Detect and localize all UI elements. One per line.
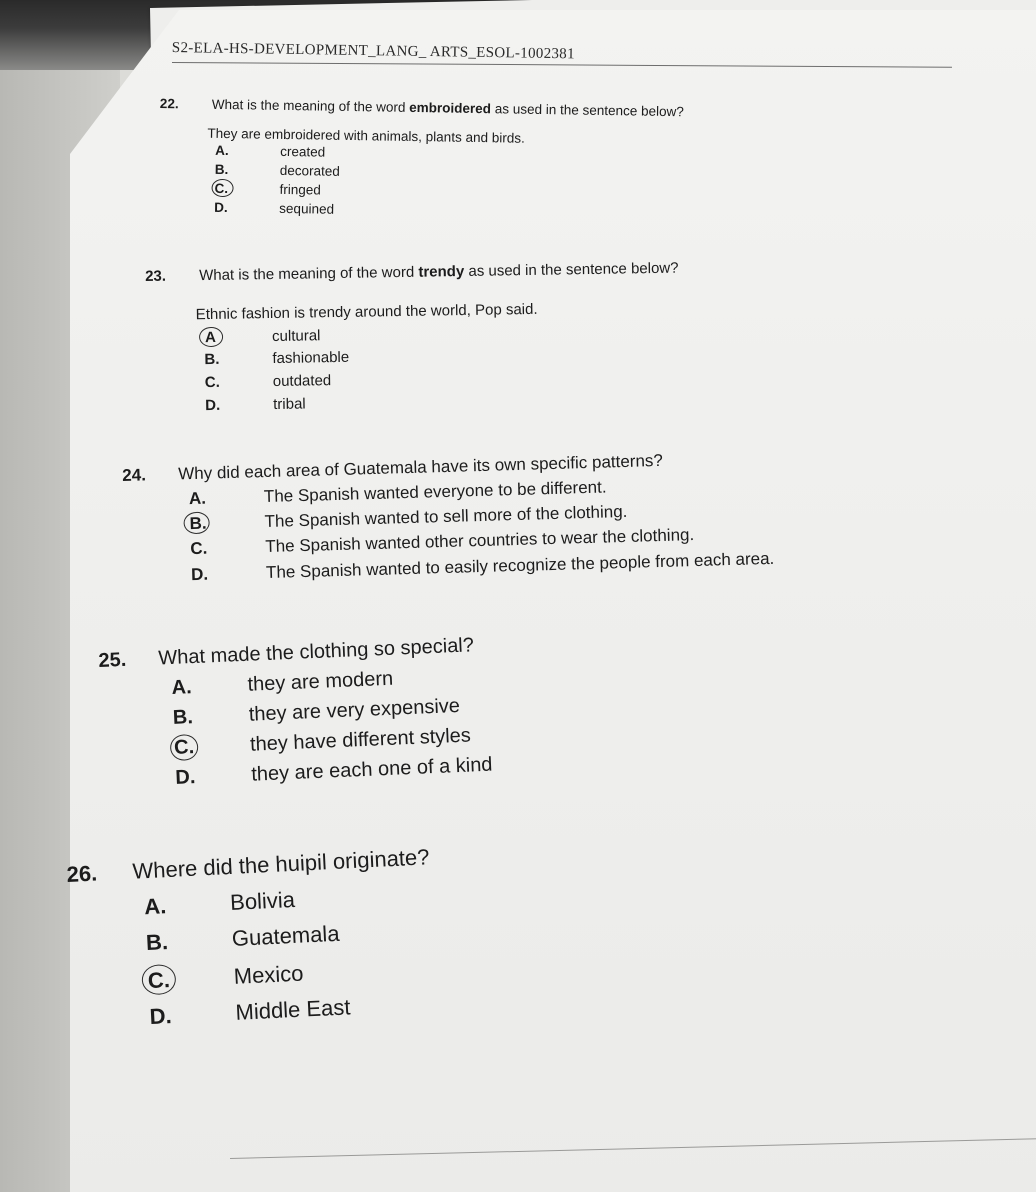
option-letter: B. <box>172 706 194 729</box>
question-prompt: What made the clothing so special? <box>157 634 475 670</box>
question-number: 22. <box>159 96 179 112</box>
option-letter: A. <box>188 488 207 509</box>
question-number: 24. <box>122 465 147 485</box>
option-text: cultural <box>271 327 321 346</box>
option-text: The Spanish wanted everyone to be different. <box>263 477 607 507</box>
option-letter: A. <box>215 142 229 159</box>
prompt-prefix: What is the meaning of the word <box>211 96 406 115</box>
option-text: they are modern <box>247 667 394 696</box>
option-letter: D. <box>205 396 221 415</box>
option-letter: C. <box>190 538 208 559</box>
question-prompt: Where did the huipil originate? <box>131 844 430 884</box>
option-text: they have different styles <box>249 724 472 756</box>
option-text: sequined <box>279 200 335 217</box>
question-number: 23. <box>145 267 167 285</box>
option-text: tribal <box>273 395 306 414</box>
option-text: Guatemala <box>231 920 341 951</box>
option-text: created <box>280 143 326 160</box>
prompt-suffix: as used in the sentence below? <box>468 259 679 280</box>
option-text: fringed <box>279 181 321 198</box>
example-sentence: Ethnic fashion is trendy around the world, Pop said. <box>195 300 538 324</box>
option-text: The Spanish wanted other countries to wear the clothing. <box>265 525 695 557</box>
question-24 <box>122 443 945 596</box>
option-text: Bolivia <box>229 886 296 916</box>
question-26 <box>66 839 554 1032</box>
option-letter: B. <box>214 161 229 178</box>
question-number: 26. <box>66 860 98 887</box>
option-letter: A. <box>171 676 193 699</box>
prompt-suffix: as used in the sentence below? <box>494 101 684 120</box>
option-letter: D. <box>149 1003 173 1030</box>
option-text: Mexico <box>233 960 305 989</box>
question-number: 25. <box>98 648 127 672</box>
option-text: outdated <box>272 372 332 391</box>
option-text: fashionable <box>272 348 350 368</box>
option-letter: C. <box>204 373 220 392</box>
option-letter: A. <box>143 893 167 920</box>
example-sentence: They are embroidered with animals, plants and birds. <box>207 125 525 146</box>
prompt-prefix: What is the meaning of the word <box>198 263 415 285</box>
prompt-keyword: trendy <box>418 262 465 281</box>
option-letter: B. <box>145 929 169 956</box>
option-text: decorated <box>279 162 341 179</box>
option-text: The Spanish wanted to sell more of the clothing. <box>264 501 628 532</box>
option-text: they are each one of a kind <box>250 753 493 786</box>
question-22 <box>158 96 860 247</box>
option-text: they are very expensive <box>248 694 461 726</box>
option-letter: B. <box>189 513 207 534</box>
option-letter: A <box>204 328 217 347</box>
option-letter: B. <box>204 350 220 369</box>
question-23 <box>145 257 867 418</box>
option-text: Middle East <box>234 994 351 1025</box>
option-letter: C. <box>147 967 171 994</box>
option-text: The Spanish wanted to easily recognize the people from each area. <box>265 548 775 583</box>
option-letter: D. <box>190 564 209 585</box>
question-prompt: Why did each area of Guatemala have its own specific patterns? <box>177 450 664 484</box>
option-letter: C. <box>214 180 229 197</box>
option-letter: D. <box>174 766 196 789</box>
document-header: S2-ELA-HS-DEVELOPMENT_LANG_ ARTS_ESOL-1002381 <box>171 40 575 63</box>
option-letter: D. <box>214 199 228 216</box>
question-25 <box>98 628 623 790</box>
prompt-keyword: embroidered <box>409 99 492 117</box>
option-letter: C. <box>173 736 195 759</box>
